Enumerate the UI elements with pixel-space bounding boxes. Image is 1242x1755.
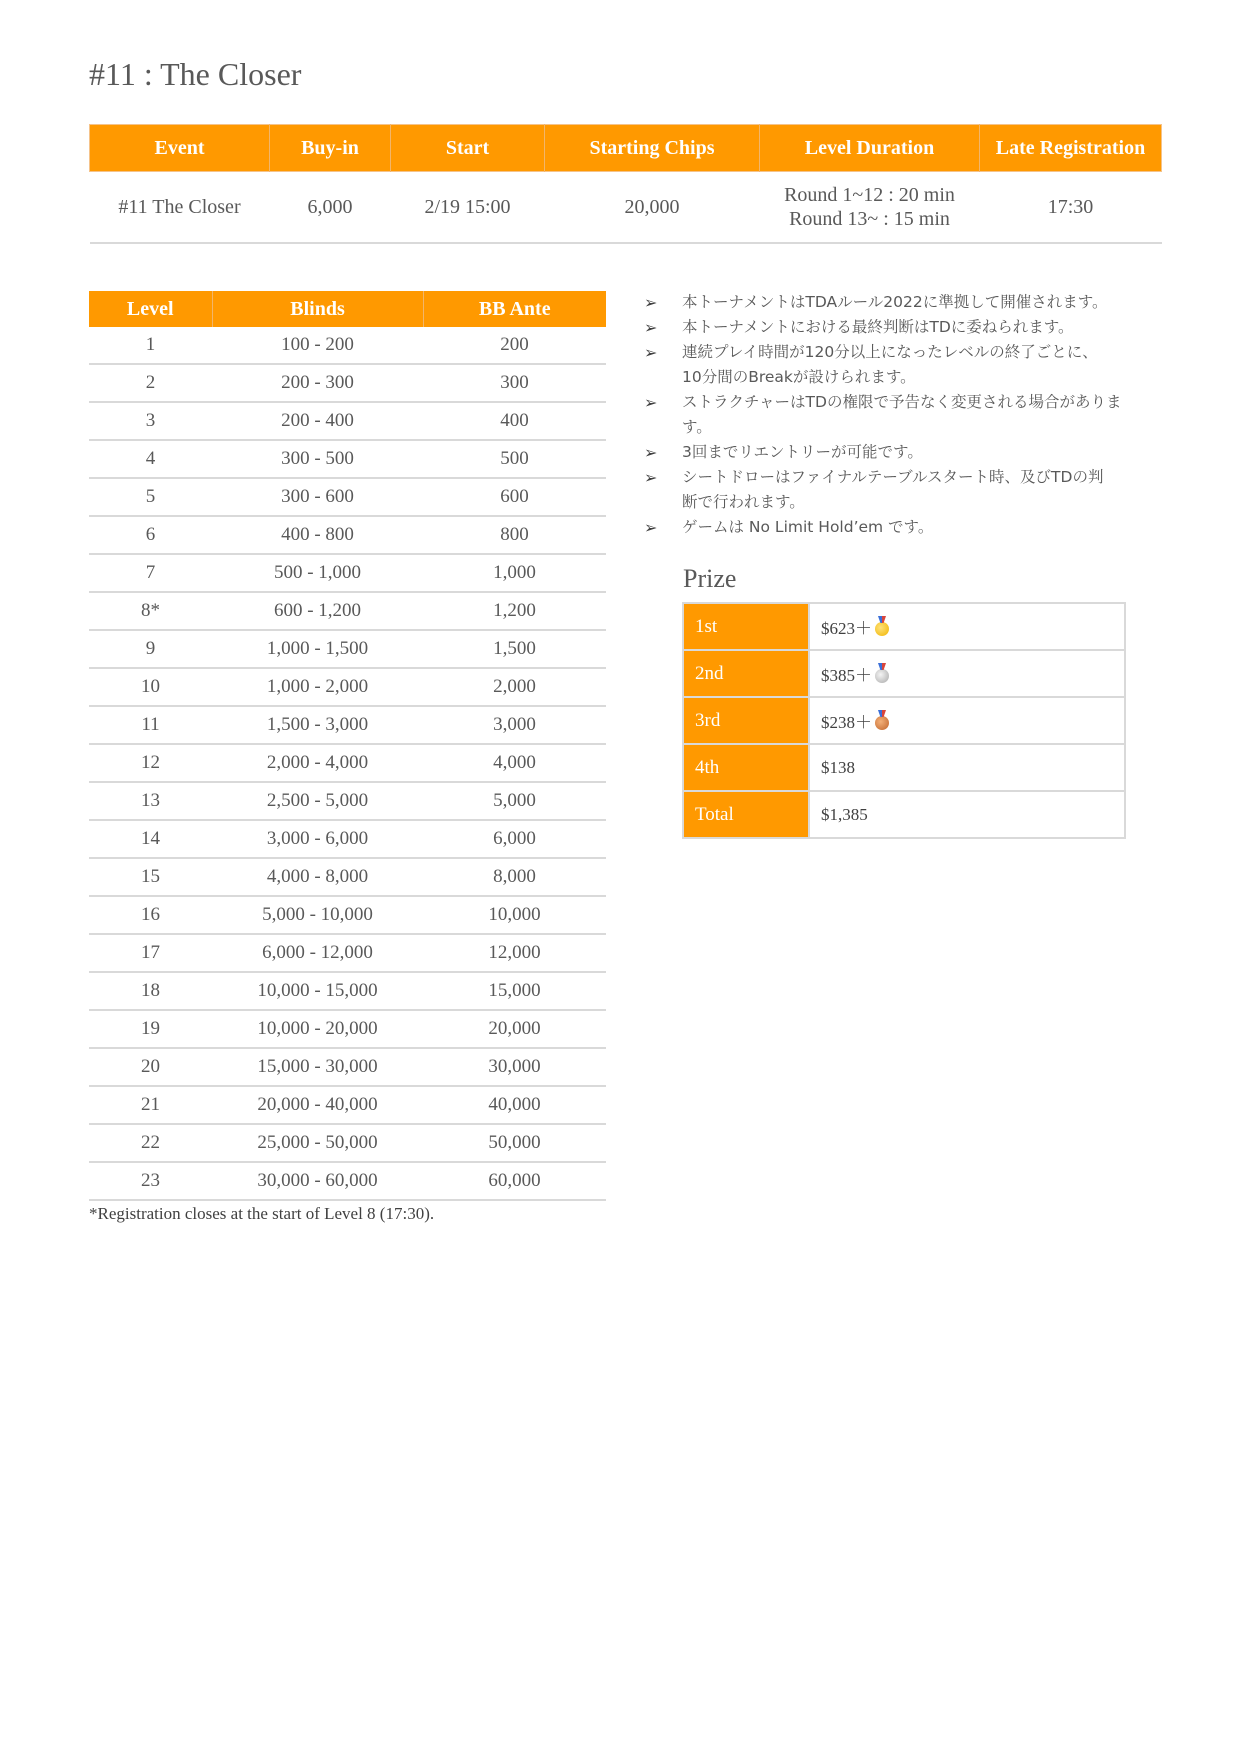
blinds-cell: 200 - 400	[212, 402, 423, 440]
prize-amount-cell	[809, 603, 1125, 650]
level-cell: 15	[89, 858, 212, 896]
bb-ante-cell: 20,000	[423, 1010, 606, 1048]
bb-ante-cell: 300	[423, 364, 606, 402]
table-row	[89, 554, 606, 592]
table-row	[89, 516, 606, 554]
prize-row	[683, 650, 1125, 697]
table-row	[89, 630, 606, 668]
prize-place-cell: 2nd	[683, 650, 809, 697]
table-row	[89, 1162, 606, 1200]
blinds-cell: 10,000 - 20,000	[212, 1010, 423, 1048]
level-cell: 6	[89, 516, 212, 554]
table-row	[89, 478, 606, 516]
bb-ante-cell: 30,000	[423, 1048, 606, 1086]
note-line: す。	[682, 418, 712, 436]
prize-place-cell: Total	[683, 791, 809, 838]
prize-amount: $385＋	[821, 666, 872, 685]
bronze-medal-icon	[875, 716, 889, 730]
bb-ante-cell: 500	[423, 440, 606, 478]
level-cell: 11	[89, 706, 212, 744]
blinds-cell: 1,000 - 1,500	[212, 630, 423, 668]
level-duration-header: Level Duration	[760, 125, 980, 172]
prize-amount: $238＋	[821, 713, 872, 732]
level-cell: 2	[89, 364, 212, 402]
bb-ante-cell: 12,000	[423, 934, 606, 972]
bb-ante-cell: 2,000	[423, 668, 606, 706]
buy-in-cell: 6,000	[270, 172, 391, 244]
bb-ante-cell: 6,000	[423, 820, 606, 858]
starting-chips-cell: 20,000	[545, 172, 760, 244]
table-row	[89, 934, 606, 972]
prize-amount: $623＋	[821, 619, 872, 638]
level-cell: 20	[89, 1048, 212, 1086]
blinds-cell: 10,000 - 15,000	[212, 972, 423, 1010]
table-row	[89, 402, 606, 440]
rules-notes-list	[644, 290, 1164, 540]
prize-amount: $1,385	[821, 804, 868, 824]
event-table-header-row	[90, 125, 1162, 172]
bb-ante-cell: 50,000	[423, 1124, 606, 1162]
prize-title: Prize	[683, 564, 737, 593]
level-cell: 8*	[89, 592, 212, 630]
blinds-cell: 400 - 800	[212, 516, 423, 554]
level-cell: 16	[89, 896, 212, 934]
level-cell: 1	[89, 327, 212, 364]
blinds-cell: 600 - 1,200	[212, 592, 423, 630]
note-line: ストラクチャーはTDの権限で予告なく変更される場合がありま	[682, 393, 1122, 411]
bb-ante-cell: 5,000	[423, 782, 606, 820]
arrow-bullet-icon: ➢	[644, 468, 658, 487]
table-row	[89, 858, 606, 896]
note-line: シートドローはファイナルテーブルスタート時、及びTDの判	[682, 468, 1104, 486]
table-row	[89, 1010, 606, 1048]
prize-place-cell: 1st	[683, 603, 809, 650]
page-title: #11 : The Closer	[89, 56, 302, 92]
blinds-cell: 1,500 - 3,000	[212, 706, 423, 744]
bb-ante-cell: 800	[423, 516, 606, 554]
bb-ante-cell: 600	[423, 478, 606, 516]
table-row	[89, 782, 606, 820]
table-row	[89, 1124, 606, 1162]
note-line: 本トーナメントにおける最終判断はTDに委ねられます。	[682, 318, 1074, 336]
level-cell: 13	[89, 782, 212, 820]
blinds-cell: 300 - 500	[212, 440, 423, 478]
list-item	[644, 390, 1164, 440]
bb-ante-cell: 1,000	[423, 554, 606, 592]
table-row	[89, 706, 606, 744]
table-row	[89, 896, 606, 934]
event-info-table	[89, 124, 1162, 244]
blinds-cell: 15,000 - 30,000	[212, 1048, 423, 1086]
prize-row	[683, 603, 1125, 650]
note-line: 本トーナメントはTDAルール2022に準拠して開催されます。	[682, 293, 1108, 311]
bb-ante-cell: 40,000	[423, 1086, 606, 1124]
event-table-row	[90, 172, 1162, 244]
list-item	[644, 465, 1164, 515]
buy-in-header: Buy-in	[270, 125, 391, 172]
level-cell: 7	[89, 554, 212, 592]
blinds-cell: 6,000 - 12,000	[212, 934, 423, 972]
blinds-cell: 2,000 - 4,000	[212, 744, 423, 782]
list-item	[644, 440, 1164, 465]
level-table-header-row	[89, 291, 606, 327]
start-cell: 2/19 15:00	[391, 172, 545, 244]
bb-ante-cell: 10,000	[423, 896, 606, 934]
level-duration-cell	[760, 172, 980, 244]
bb-ante-cell: 15,000	[423, 972, 606, 1010]
prize-row	[683, 791, 1125, 838]
prize-amount-cell	[809, 791, 1125, 838]
registration-footnote: *Registration closes at the start of Level 8 (17:30).	[89, 1204, 435, 1223]
bb-ante-cell: 60,000	[423, 1162, 606, 1200]
blind-structure-table	[89, 291, 606, 1201]
bb-ante-cell: 400	[423, 402, 606, 440]
blinds-cell: 2,500 - 5,000	[212, 782, 423, 820]
prize-amount-cell	[809, 650, 1125, 697]
blinds-cell: 1,000 - 2,000	[212, 668, 423, 706]
list-item	[644, 515, 1164, 540]
bb-ante-header: BB Ante	[423, 291, 606, 327]
blinds-cell: 5,000 - 10,000	[212, 896, 423, 934]
table-row	[89, 364, 606, 402]
bb-ante-cell: 1,200	[423, 592, 606, 630]
blinds-cell: 300 - 600	[212, 478, 423, 516]
note-line: ゲームは No Limit Hold’em です。	[682, 518, 934, 536]
list-item	[644, 315, 1164, 340]
note-line: 断で行われます。	[682, 493, 805, 511]
arrow-bullet-icon: ➢	[644, 343, 658, 362]
blinds-cell: 30,000 - 60,000	[212, 1162, 423, 1200]
level-cell: 18	[89, 972, 212, 1010]
level-cell: 4	[89, 440, 212, 478]
table-row	[89, 1086, 606, 1124]
level-cell: 9	[89, 630, 212, 668]
prize-table	[682, 602, 1126, 839]
list-item	[644, 340, 1164, 390]
level-cell: 14	[89, 820, 212, 858]
blinds-cell: 4,000 - 8,000	[212, 858, 423, 896]
level-header: Level	[89, 291, 212, 327]
blinds-cell: 500 - 1,000	[212, 554, 423, 592]
level-cell: 21	[89, 1086, 212, 1124]
blinds-cell: 25,000 - 50,000	[212, 1124, 423, 1162]
bb-ante-cell: 4,000	[423, 744, 606, 782]
event-header: Event	[90, 125, 270, 172]
table-row	[89, 327, 606, 364]
level-duration-line-2: Round 13~ : 15 min	[789, 208, 950, 230]
blinds-cell: 100 - 200	[212, 327, 423, 364]
blinds-cell: 20,000 - 40,000	[212, 1086, 423, 1124]
level-cell: 22	[89, 1124, 212, 1162]
late-registration-cell: 17:30	[980, 172, 1162, 244]
arrow-bullet-icon: ➢	[644, 518, 658, 537]
note-line: 3回までリエントリーが可能です。	[682, 443, 923, 461]
silver-medal-icon	[875, 669, 889, 683]
bb-ante-cell: 1,500	[423, 630, 606, 668]
table-row	[89, 744, 606, 782]
bb-ante-cell: 8,000	[423, 858, 606, 896]
note-line: 連続プレイ時間が120分以上になったレベルの終了ごとに、	[682, 343, 1098, 361]
bb-ante-cell: 3,000	[423, 706, 606, 744]
table-row	[89, 440, 606, 478]
table-row	[89, 668, 606, 706]
arrow-bullet-icon: ➢	[644, 318, 658, 337]
level-cell: 23	[89, 1162, 212, 1200]
start-header: Start	[391, 125, 545, 172]
table-row	[89, 972, 606, 1010]
level-cell: 12	[89, 744, 212, 782]
table-row	[89, 1048, 606, 1086]
level-cell: 5	[89, 478, 212, 516]
level-cell: 10	[89, 668, 212, 706]
level-cell: 17	[89, 934, 212, 972]
list-item	[644, 290, 1164, 315]
level-cell: 3	[89, 402, 212, 440]
prize-place-cell: 4th	[683, 744, 809, 791]
note-line: 10分間のBreakが設けられます。	[682, 368, 916, 386]
blinds-cell: 200 - 300	[212, 364, 423, 402]
late-registration-header: Late Registration	[980, 125, 1162, 172]
prize-place-cell: 3rd	[683, 697, 809, 744]
blinds-cell: 3,000 - 6,000	[212, 820, 423, 858]
event-cell: #11 The Closer	[90, 172, 270, 244]
arrow-bullet-icon: ➢	[644, 443, 658, 462]
prize-row	[683, 744, 1125, 791]
level-cell: 19	[89, 1010, 212, 1048]
bb-ante-cell: 200	[423, 327, 606, 364]
table-row	[89, 820, 606, 858]
prize-amount-cell	[809, 697, 1125, 744]
arrow-bullet-icon: ➢	[644, 393, 658, 412]
blinds-header: Blinds	[212, 291, 423, 327]
prize-amount-cell	[809, 744, 1125, 791]
arrow-bullet-icon: ➢	[644, 293, 658, 312]
level-duration-line-1: Round 1~12 : 20 min	[784, 184, 955, 206]
table-row	[89, 592, 606, 630]
prize-row	[683, 697, 1125, 744]
starting-chips-header: Starting Chips	[545, 125, 760, 172]
prize-amount: $138	[821, 757, 855, 777]
gold-medal-icon	[875, 622, 889, 636]
